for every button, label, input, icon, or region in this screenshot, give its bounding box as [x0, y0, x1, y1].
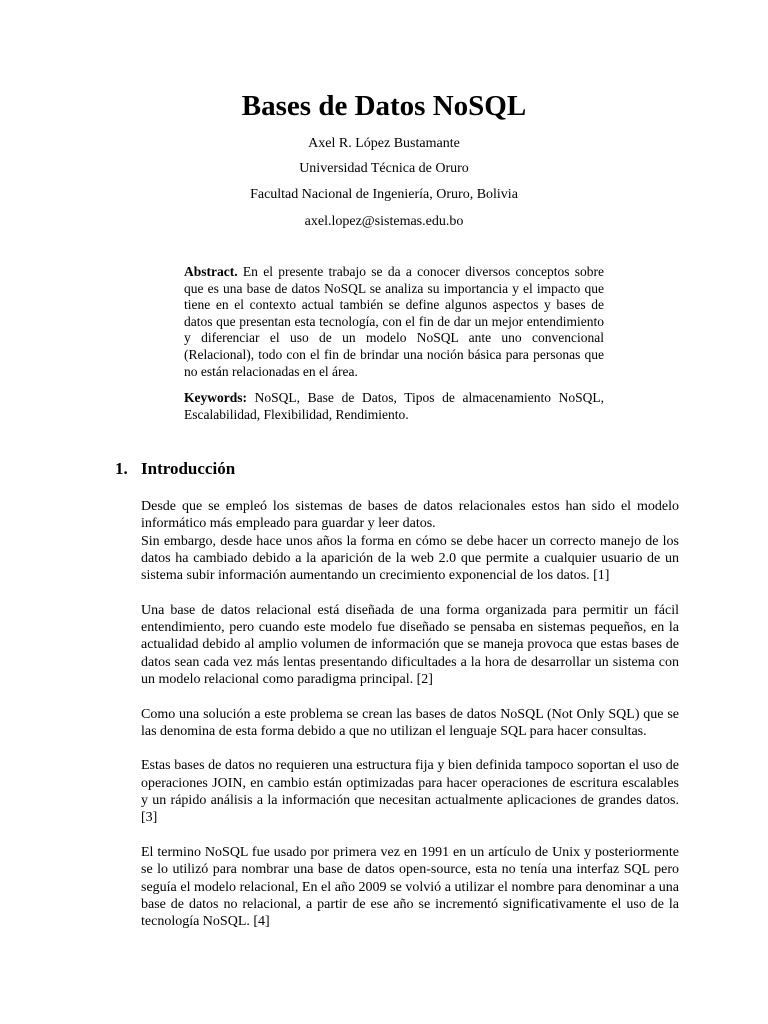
keywords-paragraph — [184, 390, 604, 423]
section-heading — [115, 458, 235, 480]
keywords-text: NoSQL, Base de Datos, Tipos de almacenamiento NoSQL, Escalabilidad, Flexibilidad, Rendimiento. — [184, 390, 605, 422]
body-paragraph: Sin embargo, desde hace unos años la forma en cómo se debe hacer un correcto manejo de los datos ha cambiado debido a la aparición de la web 2.0 que permite a cualquier usuario de un sistema subir información aumentando un crecimiento exponencial de los datos. [1] — [141, 533, 679, 584]
body-paragraph: Desde que se empleó los sistemas de bases de datos relacionales estos han sido el modelo informático más empleado para guardar y leer datos. — [141, 499, 679, 532]
author-name: Axel R. López Bustamante — [308, 136, 460, 151]
abstract-text: En el presente trabajo se da a conocer diversos conceptos sobre que es una base de datos NoSQL se analiza su importancia y el impacto que tiene en el contexto actual también se define algunos aspectos y bases de datos que presentan esta tecnología, con el fin de dar un mejor entendimiento y diferenciar el uso de un modelo NoSQL ante uno convencional (Relacional), todo con el fin de brindar una noción básica para personas que no están relacionadas en el área. — [184, 264, 604, 379]
abstract-paragraph — [184, 264, 604, 380]
keywords-label: Keywords: — [184, 390, 247, 406]
section-number: 1. — [115, 459, 128, 478]
author-faculty: Facultad Nacional de Ingeniería, Oruro, Bolivia — [250, 187, 518, 202]
author-email: axel.lopez@sistemas.edu.bo — [304, 214, 464, 229]
body-paragraph: Una base de datos relacional está diseñada de una forma organizada para permitir un fácil entendimiento, pero cuando este modelo fue diseñado se pensaba en sistemas pequeños, en la actualidad debido al amplio volumen de información que se maneja provoca que estas bases de datos sean cada vez más lentas presentando dificultades a la hora de desarrollar un sistema con un modelo relacional como paradigma principal. [2] — [141, 602, 679, 687]
section-title: Introducción — [141, 459, 236, 478]
abstract-label: Abstract. — [184, 264, 238, 279]
body-paragraph: Como una solución a este problema se crean las bases de datos NoSQL (Not Only SQL) que se las denomina de esta forma debido a que no utilizan el lenguaje SQL para hacer consultas. — [141, 706, 679, 739]
paper-title: Bases de Datos NoSQL — [241, 90, 527, 122]
abstract-block — [184, 264, 604, 423]
body-paragraph: Estas bases de datos no requieren una estructura fija y bien definida tampoco soportan el uso de operaciones JOIN, en cambio están optimizadas para hacer operaciones de escritura escalables y un rápido análisis a la información que necesitan actualmente aplicaciones de grandes datos. [3] — [141, 758, 679, 826]
section-body — [141, 498, 679, 948]
body-paragraph: El termino NoSQL fue usado por primera vez en 1991 en un artículo de Unix y posteriormente se lo utilizó para nombrar una base de datos open-source, esta no tenía una interfaz SQL pero seguía el modelo relacional, En el año 2009 se volvió a utilizar el nombre para denominar a una base de datos no relacional, a partir de ese año se incrementó significativamente el uso de la tecnología NoSQL. [4] — [141, 844, 679, 930]
author-university: Universidad Técnica de Oruro — [299, 161, 469, 176]
